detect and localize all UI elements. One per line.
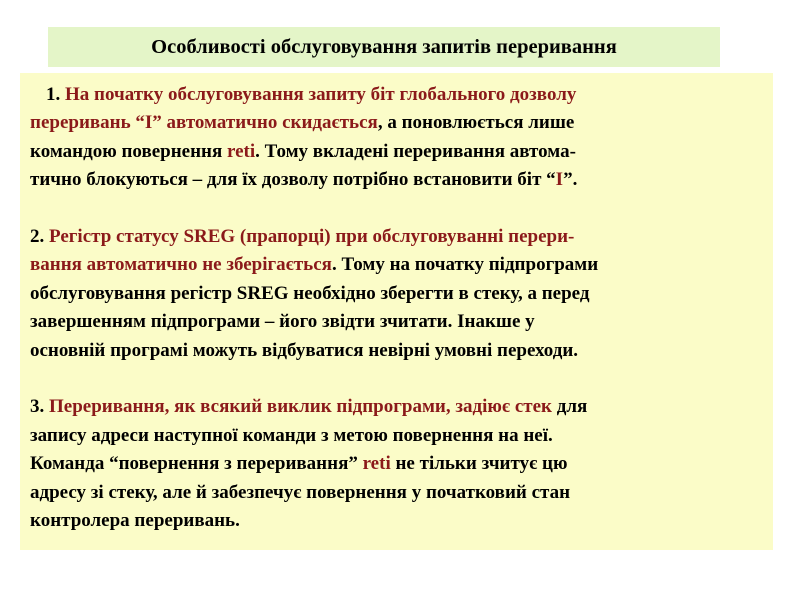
paragraph-line [30,308,767,336]
highlighted-text-run: На початку обслуговування запиту біт глобального дозволу [65,84,577,105]
highlighted-text-run: вання автоматично не зберігається [30,254,332,276]
text-run: Команда “повернення з переривання” [30,453,363,475]
text-run: запису адреси наступної команди з метою повернення на неї. [30,424,553,446]
text-run: основній програмі можуть відбуватися невірні умовні переходи. [30,339,579,361]
slide-title: Особливості обслуговування запитів переривання [151,35,617,58]
text-run: контролера переривань. [30,510,240,532]
text-run: 1. [46,84,65,105]
text-run: адресу зі стеку, але й забезпечує повернення у початковий стан [30,481,571,503]
text-run: завершенням підпрограми – його звідти зчитати. Інакше у [30,311,535,333]
highlighted-text-run: reti [362,453,391,475]
text-run: 3. [30,396,49,418]
text-run: не тільки зчитує цю [390,453,568,475]
paragraph-line [30,393,767,421]
text-run: . Тому вкладені переривання автома- [255,140,576,162]
text-run: . Тому на початку підпрограми [331,254,599,276]
paragraph-line [30,280,767,308]
paragraph-1 [30,81,767,195]
highlighted-text-run: переривань “І” автоматично скидається [30,112,378,134]
text-run: для [551,396,588,418]
paragraph-line [30,450,767,478]
paragraph-3 [30,393,767,535]
text-run: обслуговування регістр SREG необхідно зберегти в стеку, а перед [30,282,590,304]
paragraph-line [30,138,767,166]
paragraph-line [30,422,767,450]
content-box [20,73,773,550]
highlighted-text-run: reti [227,140,256,162]
highlighted-text-run: І [555,169,564,191]
highlighted-text-run: Регістр статусу SREG (прапорці) при обслуговуванні перери- [49,226,575,248]
paragraph-line [30,81,767,109]
text-run: командою повернення [30,140,228,162]
paragraph-spacer [30,195,767,223]
paragraph-line [30,223,767,251]
slide-title-box [48,27,720,67]
text-run: ”. [563,169,578,191]
paragraph-line [30,507,767,535]
paragraph-spacer [30,365,767,393]
paragraph-line [30,337,767,365]
paragraph-line [30,166,767,194]
text-run: 2. [30,226,49,248]
text-run: , а поновлюється лише [377,112,575,134]
highlighted-text-run: Переривання, як всякий виклик підпрограми, задіює стек [49,396,552,418]
paragraph-line [30,479,767,507]
paragraph-line [30,251,767,279]
paragraph-2 [30,223,767,365]
paragraph-line [30,109,767,137]
text-run: тично блокуються – для їх дозволу потрібно встановити біт “ [30,169,556,191]
